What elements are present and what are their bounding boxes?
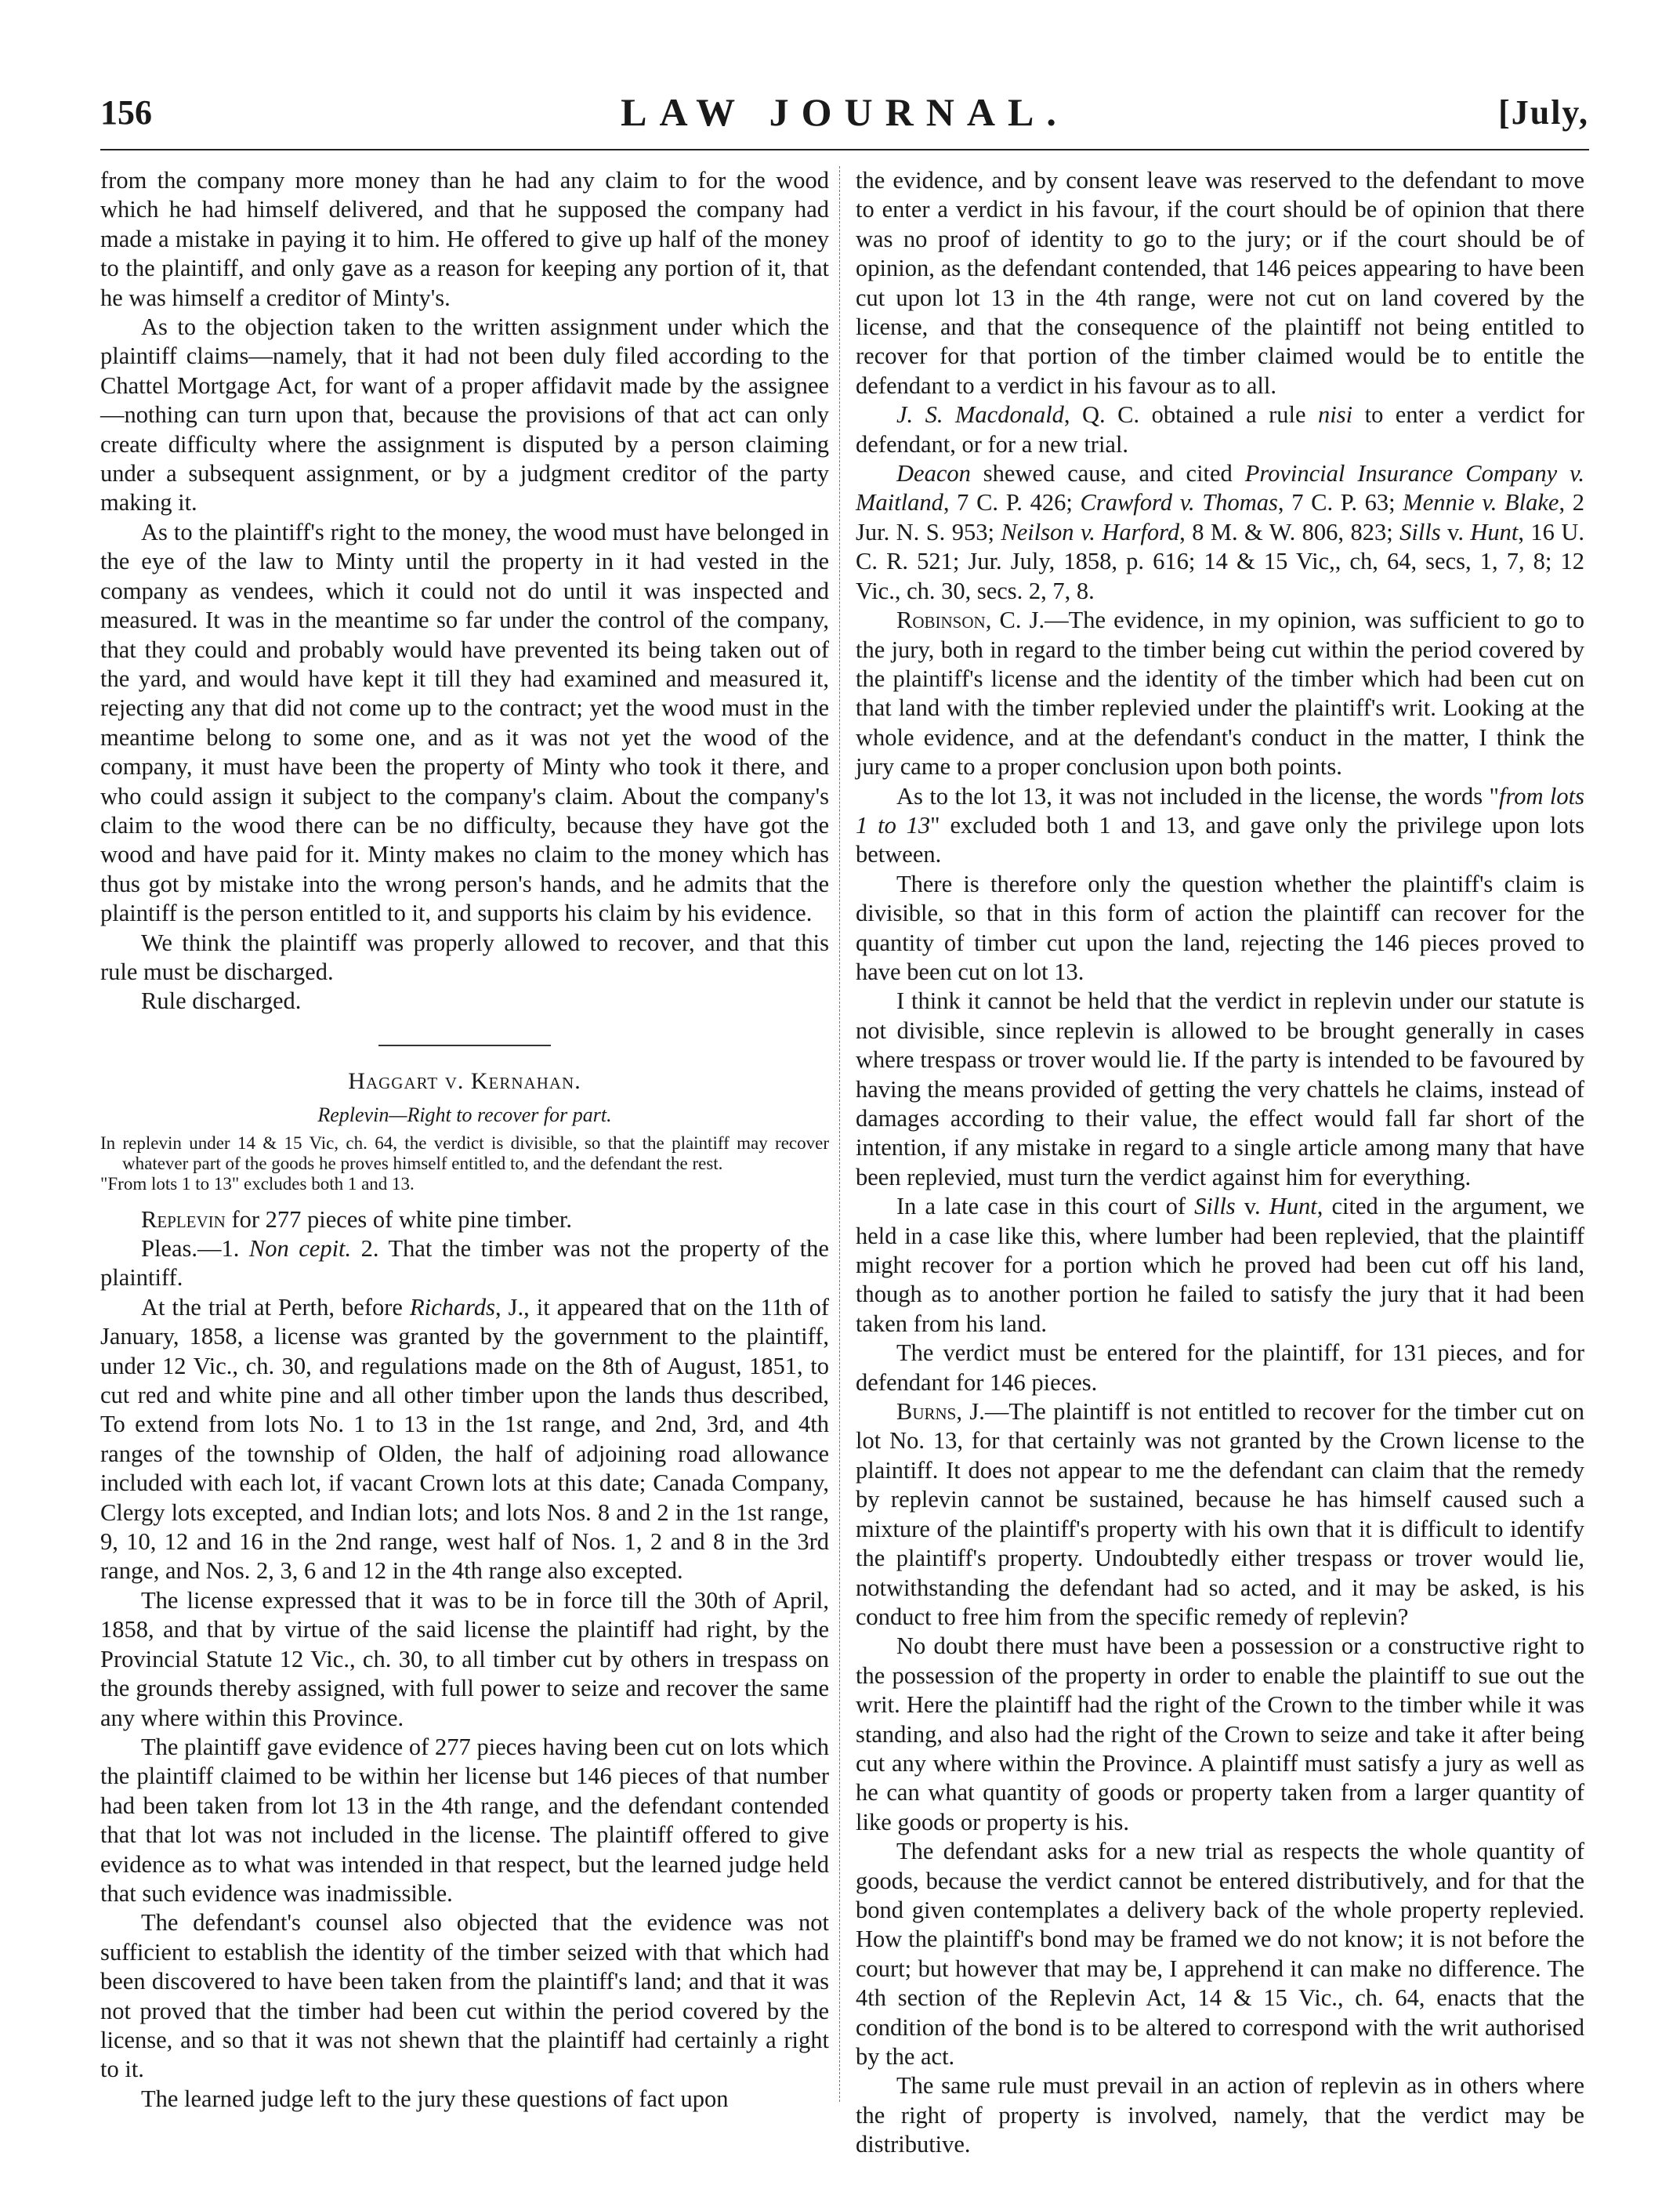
paragraph: In a late case in this court of Sills v. Hunt, cited in the argument, we held in a case like this, where lumber had been replevied, that the plaintiff might recover for a portion which he proved had been cut off his land, though as to another portion he failed to satisfy the jury that it had been taken from his land. xyxy=(856,1193,1584,1337)
right-column xyxy=(856,166,1584,2160)
paragraph: There is therefore only the question whether the plaintiff's claim is divisible, so that in this form of action the plaintiff can recover for the quantity of timber cut upon the land, rejecting the 146 pieces proved to have been cut on lot 13. xyxy=(856,870,1584,985)
paragraph: As to the objection taken to the written assignment under which the plaintiff claims—namely, that it had not been duly filed according to the Chattel Mortgage Act, for want of a proper affidavit made by the assignee—nothing can turn upon that, because the provisions of that act can only create difficulty where the assignment is disputed by a person claiming under a subsequent assignment, or by a judgment creditor of the party making it. xyxy=(100,313,829,516)
paragraph: As to the plaintiff's right to the money, the wood must have belonged in the eye of the law to Minty until the property in it had vested in the company as vendees, which it could not do until it was inspected and measured. It was in the meantime so far under the control of the company, that they could and probably would have prevented its being taken out of the yard, and would have kept it till they had examined and measured it, rejecting any that did not come up to the contract; yet the wood must in the meantime belong to some one, and as it was not yet the wood of the company, it must have been the property of Minty who took it there, and who could assign it subject to the company's claim. About the company's claim to the wood there can be no difficulty, because they have got the wood and have paid for it. Minty makes no claim to the money which has thus got by mistake into the wrong person's hands, and he admits that the plaintiff is the person entitled to it, and supports his claim by his evidence. xyxy=(100,518,829,927)
left-column xyxy=(100,166,829,2114)
rule-discharged: Rule discharged. xyxy=(141,987,302,1015)
paragraph: J. S. Macdonald, Q. C. obtained a rule nisi to enter a verdict for defendant, or for a new trial. xyxy=(856,401,1584,458)
paragraph: the evidence, and by consent leave was reserved to the defendant to move to enter a verdict in his favour, if the court should be of opinion that there was no proof of identity to go to the jury; or if the court should be of opinion, as the defendant contended, that 146 peices appearing to have been cut upon lot 13 in the 4th range, were not cut on land covered by the license, and that the consequence of the plaintiff not being entitled to recover for that portion of the timber claimed would be to entitle the defendant to a verdict in his favour as to all. xyxy=(856,167,1584,399)
paragraph: At the trial at Perth, before Richards, J., it appeared that on the 11th of January, 1858, a license was granted by the government to the plaintiff, under 12 Vic., ch. 30, and regulations made on the 8th of August, 1851, to cut red and white pine and all other timber upon the lands thus described, To extend from lots No. 1 to 13 in the 1st range, and 2nd, 3rd, and 4th ranges of the township of Olden, the half of adjoining road allowance included with each lot, if vacant Crown lots at this date; Canada Company, Clergy lots excepted, and Indian lots; and lots Nos. 8 and 2 in the 1st range, 9, 10, 12 and 16 in the 2nd range, west half of Nos. 1, 2 and 8 in the 3rd range, and Nos. 2, 3, 6 and 12 in the 4th range also excepted. xyxy=(100,1293,829,1585)
header-rule xyxy=(100,149,1589,150)
paragraph: The same rule must prevail in an action of replevin as in others where the right of property is involved, namely, that the verdict may be distributive. xyxy=(856,2072,1584,2158)
paragraph: from the company more money than he had any claim to for the wood which he had himself delivered, and that he supposed the company had made a mistake in paying it to him. He offered to give up half of the money to the plaintiff, and only gave as a reason for keeping any portion of it, that he was himself a creditor of Minty's. xyxy=(100,167,829,311)
page-number: 156 xyxy=(100,93,152,132)
case-subtitle: Replevin—Right to recover for part. xyxy=(317,1103,612,1127)
paragraph: Deacon shewed cause, and cited Provincial Insurance Company v. Maitland, 7 C. P. 426; Crawford v. Thomas, 7 C. P. 63; Mennie v. Blake, 2 Jur. N. S. 953; Neilson v. Harford, 8 M. & W. 806, 823; Sills v. Hunt, 16 U. C. R. 521; Jur. July, 1858, p. 616; 14 & 15 Vic,, ch, 64, secs, 1, 7, 8; 12 Vic., ch. 30, secs. 2, 7, 8. xyxy=(856,460,1585,604)
paragraph: Replevin for 277 pieces of white pine timber. xyxy=(141,1205,572,1233)
case-title: Haggart v. Kernahan. xyxy=(348,1067,581,1094)
column-divider xyxy=(839,166,840,2102)
paragraph: I think it cannot be held that the verdict in replevin under our statute is not divisible, since replevin is allowed to be brought generally in cases where trespass or trover would lie. If the party is intended to be favoured by having the means provided of getting the very chattels he claims, instead of damages according to their value, the effect would fall far short of the intention, if any mistake in regard to a single article among many that have been replevied, must turn the verdict against him for everything. xyxy=(856,987,1584,1190)
issue-month: [July, xyxy=(1498,93,1589,132)
journal-title: LAW JOURNAL. xyxy=(621,90,1069,134)
paragraph: Pleas.—1. Non cepit. 2. That the timber was not the property of the plaintiff. xyxy=(100,1235,829,1292)
paragraph: The verdict must be entered for the plaintiff, for 131 pieces, and for defendant for 146 pieces. xyxy=(856,1339,1584,1396)
paragraph: No doubt there must have been a possession or a constructive right to the possession of the property in order to enable the plaintiff to sue out the writ. Here the plaintiff had the right of the Crown to the timber while it was standing, and also had the right of the Crown to seize and take it after being cut any where within the Province. A plaintiff must satisfy a jury as well as he can what quantity of goods or property taken from a larger quantity of like goods or property is his. xyxy=(856,1632,1584,1835)
paragraph: The learned judge left to the jury these questions of fact upon xyxy=(141,2085,729,2112)
lead-word: Replevin xyxy=(141,1205,226,1233)
headnote: "From lots 1 to 13" excludes both 1 and 13. xyxy=(100,1173,415,1194)
lead-word: Burns xyxy=(896,1398,957,1426)
headnote: In replevin under 14 & 15 Vic, ch. 64, the verdict is divisible, so that the plaintiff may recover whatever part of the goods he proves himself entitled to, and the defendant the rest. xyxy=(100,1132,829,1173)
paragraph: The plaintiff gave evidence of 277 pieces having been cut on lots which the plaintiff claimed to be within her license but 146 pieces of that number had been taken from lot 13 in the 4th range, and the defendant contended that that lot was not included in the license. The plaintiff offered to give evidence as to what was intended in that respect, but the learned judge held that such evidence was inadmissible. xyxy=(100,1733,829,1907)
page-header xyxy=(100,85,1589,146)
paragraph: The defendant's counsel also objected that the evidence was not sufficient to establish the identity of the timber seized with that which had been discovered to have been taken from the plaintiff's land; and that it was not proved that the timber had been cut within the period covered by the license, and so that it was not shewn that the plaintiff had certainly a right to it. xyxy=(100,1909,829,2083)
paragraph: Robinson, C. J.—The evidence, in my opinion, was sufficient to go to the jury, both in regard to the timber being cut within the period covered by the plaintiff's license and the identity of the timber which had been cut on that land with the timber replevied under the plaintiff's writ. Looking at the whole evidence, and at the defendant's conduct in the matter, I think the jury came to a proper conclusion upon both points. xyxy=(856,607,1584,781)
paragraph: The license expressed that it was to be in force till the 30th of April, 1858, and that by virtue of the said license the plaintiff had right, by the Provincial Statute 12 Vic., ch. 30, to all timber cut by others in trespass on the grounds thereby assigned, with full power to seize and recover the same any where within this Province. xyxy=(100,1586,829,1731)
paragraph: As to the lot 13, it was not included in the license, the words "from lots 1 to 13" excluded both 1 and 13, and gave only the privilege upon lots between. xyxy=(856,782,1584,868)
paragraph: We think the plaintiff was properly allowed to recover, and that this rule must be discharged. xyxy=(100,929,829,985)
paragraph: Burns, J.—The plaintiff is not entitled to recover for the timber cut on lot No. 13, for that certainly was not granted by the Crown license to the plaintiff. It does not appear to me the defendant can claim that the remedy by replevin cannot be sustained, because he has himself caused such a mixture of the plaintiff's property with his own that it is difficult to identify the plaintiff's property. Undoubtedly either trespass or trover would lie, notwithstanding the defendant had so acted, and it may be asked, is his conduct to free him from the specific remedy of replevin? xyxy=(856,1398,1584,1630)
section-divider xyxy=(378,1045,551,1046)
paragraph: The defendant asks for a new trial as respects the whole quantity of goods, because the verdict cannot be entered distributively, and for that the bond given contemplates a delivery back of the whole property replevied. How the plaintiff's bond may be framed we do not know; it is not before the court; but however that may be, I apprehend it can make no difference. The 4th section of the Replevin Act, 14 & 15 Vic., ch. 64, enacts that the condition of the bond is to be altered to correspond with the writ authorised by the act. xyxy=(856,1838,1584,2070)
lead-word: Robinson xyxy=(896,607,986,634)
